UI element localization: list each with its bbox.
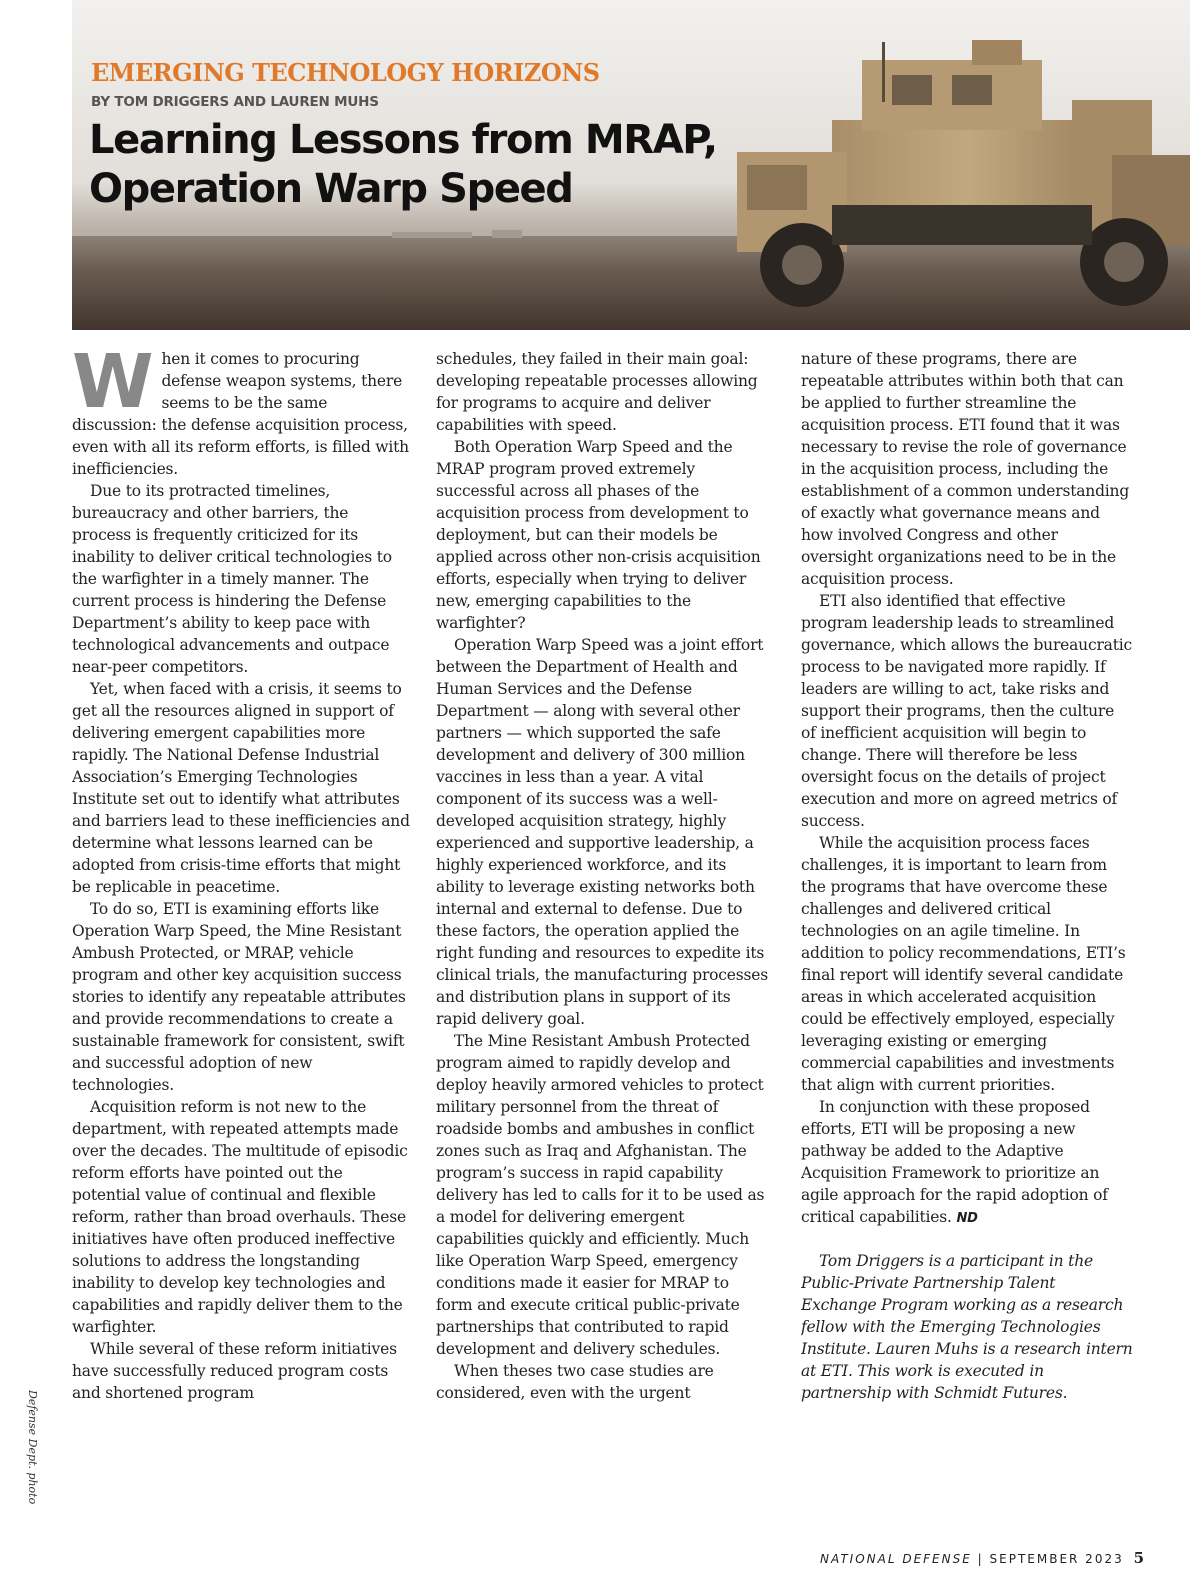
paragraph: In conjunction with these proposed efforts, ETI will be proposing a new pathway be added to the Adaptive Acquisition Framework to prioritize an agile approach for the rapid adoption of critical capabilities. ND — [801, 1098, 1108, 1226]
page-number: 5 — [1133, 1549, 1144, 1567]
end-mark: ND — [956, 1211, 978, 1226]
drop-cap: W — [72, 348, 154, 425]
article-column-3 — [801, 348, 1133, 1523]
paragraph: When theses two case studies are considered, even with the urgent — [436, 1362, 714, 1402]
paragraph: Due to its protracted timelines, bureaucracy and other barriers, the process is frequently criticized for its inability to deliver critical technologies to the warfighter in a timely manner. The current process is hindering the Defense Department’s ability to keep pace with technological advancements and outpace near-peer competitors. — [72, 482, 392, 676]
paragraph: schedules, they failed in their main goal: developing repeatable processes allowing for programs to acquire and deliver capabilities with speed. — [436, 350, 758, 434]
page-footer — [820, 1549, 1144, 1567]
paragraph: Yet, when faced with a crisis, it seems to get all the resources aligned in support of delivering emergent capabilities more rapidly. The National Defense Industrial Association’s Emerging Technologies Institute set out to identify what attributes and barriers lead to these inefficiencies and determine what lessons learned can be adopted from crisis-time efforts that might be replicable in peacetime. — [72, 680, 410, 896]
hero-banner — [72, 0, 1190, 330]
byline: BY TOM DRIGGERS AND LAUREN MUHS — [91, 94, 379, 110]
paragraph: When it comes to procuring defense weapon systems, there seems to be the same discussion: the defense acquisition process, even with all its reform efforts, is filled with inefficiencies. — [72, 348, 409, 478]
author-bio: Tom Driggers is a participant in the Public-Private Partnership Talent Exchange Program working as a research fellow with the Emerging Technologies Institute. Lauren Muhs is a research intern at ETI. This work is executed in partnership with Schmidt Futures. — [801, 1252, 1133, 1402]
paragraph: ETI also identified that effective program leadership leads to streamlined governance, which allows the bureaucratic process to be navigated more rapidly. If leaders are willing to act, take risks and support their programs, then the culture of inefficient acquisition will begin to change. There will therefore be less oversight focus on the details of project execution and more on agreed metrics of success. — [801, 592, 1132, 830]
paragraph: Acquisition reform is not new to the department, with repeated attempts made over the decades. The multitude of episodic reform efforts have pointed out the potential value of continual and flexible reform, rather than broad overhauls. These initiatives have often produced ineffective solutions to address the longstanding inability to develop key technologies and capabilities and rapidly deliver them to the warfighter. — [72, 1098, 408, 1336]
paragraph: Both Operation Warp Speed and the MRAP program proved extremely successful across all phases of the acquisition process from development to deployment, but can their models be applied across other non-crisis acquisition efforts, especially when trying to deliver new, emerging capabilities to the warfighter? — [436, 438, 761, 632]
footer-separator: | — [977, 1552, 984, 1566]
issue-date: SEPTEMBER 2023 — [989, 1552, 1124, 1566]
paragraph: Operation Warp Speed was a joint effort between the Department of Health and Human Services and the Defense Department — along with several other partners — which supported the safe development and delivery of 300 million vaccines in less than a year. A vital component of its success was a well-developed acquisition strategy, highly experienced and supportive leadership, a highly experienced workforce, and its ability to leverage existing networks both internal and external to defense. Due to these factors, the operation applied the right funding and resources to expedite its clinical trials, the manufacturing processes and distribution plans in support of its rapid delivery goal. — [436, 636, 768, 1028]
article-column-2 — [436, 348, 768, 1523]
paragraph: nature of these programs, there are repeatable attributes within both that can be applied to further streamline the acquisition process. ETI found that it was necessary to revise the role of governance in the acquisition process, including the establishment of a common understanding of exactly what governance means and how involved Congress and other oversight organizations need to be in the acquisition process. — [801, 350, 1130, 588]
article-headline: Learning Lessons from MRAP, Operation Warp Speed — [89, 117, 717, 212]
section-kicker: EMERGING TECHNOLOGY HORIZONS — [91, 58, 600, 87]
paragraph: While several of these reform initiatives have successfully reduced program costs and shortened program — [72, 1340, 397, 1402]
article-column-1 — [72, 348, 410, 1523]
photo-credit: Defense Dept. photo — [26, 1390, 39, 1505]
paragraph: The Mine Resistant Ambush Protected program aimed to rapidly develop and deploy heavily armored vehicles to protect military personnel from the threat of roadside bombs and ambushes in conflict zones such as Iraq and Afghanistan. The program’s success in rapid capability delivery has led to calls for it to be used as a model for delivering emergent capabilities quickly and efficiently. Much like Operation Warp Speed, emergency conditions made it easier for MRAP to form and execute critical public-private partnerships that contributed to rapid development and delivery schedules. — [436, 1032, 765, 1358]
paragraph: To do so, ETI is examining efforts like Operation Warp Speed, the Mine Resistant Ambush Protected, or MRAP, vehicle program and other key acquisition success stories to identify any repeatable attributes and provide recommendations to create a sustainable framework for consistent, swift and successful adoption of new technologies. — [72, 900, 406, 1094]
magazine-name: NATIONAL DEFENSE — [820, 1552, 972, 1566]
paragraph: While the acquisition process faces challenges, it is important to learn from the programs that have overcome these challenges and delivered critical technologies on an agile timeline. In addition to policy recommendations, ETI’s final report will identify several candidate areas in which accelerated acquisition could be effectively employed, especially leveraging existing or emerging commercial capabilities and investments that align with current priorities. — [801, 834, 1126, 1094]
